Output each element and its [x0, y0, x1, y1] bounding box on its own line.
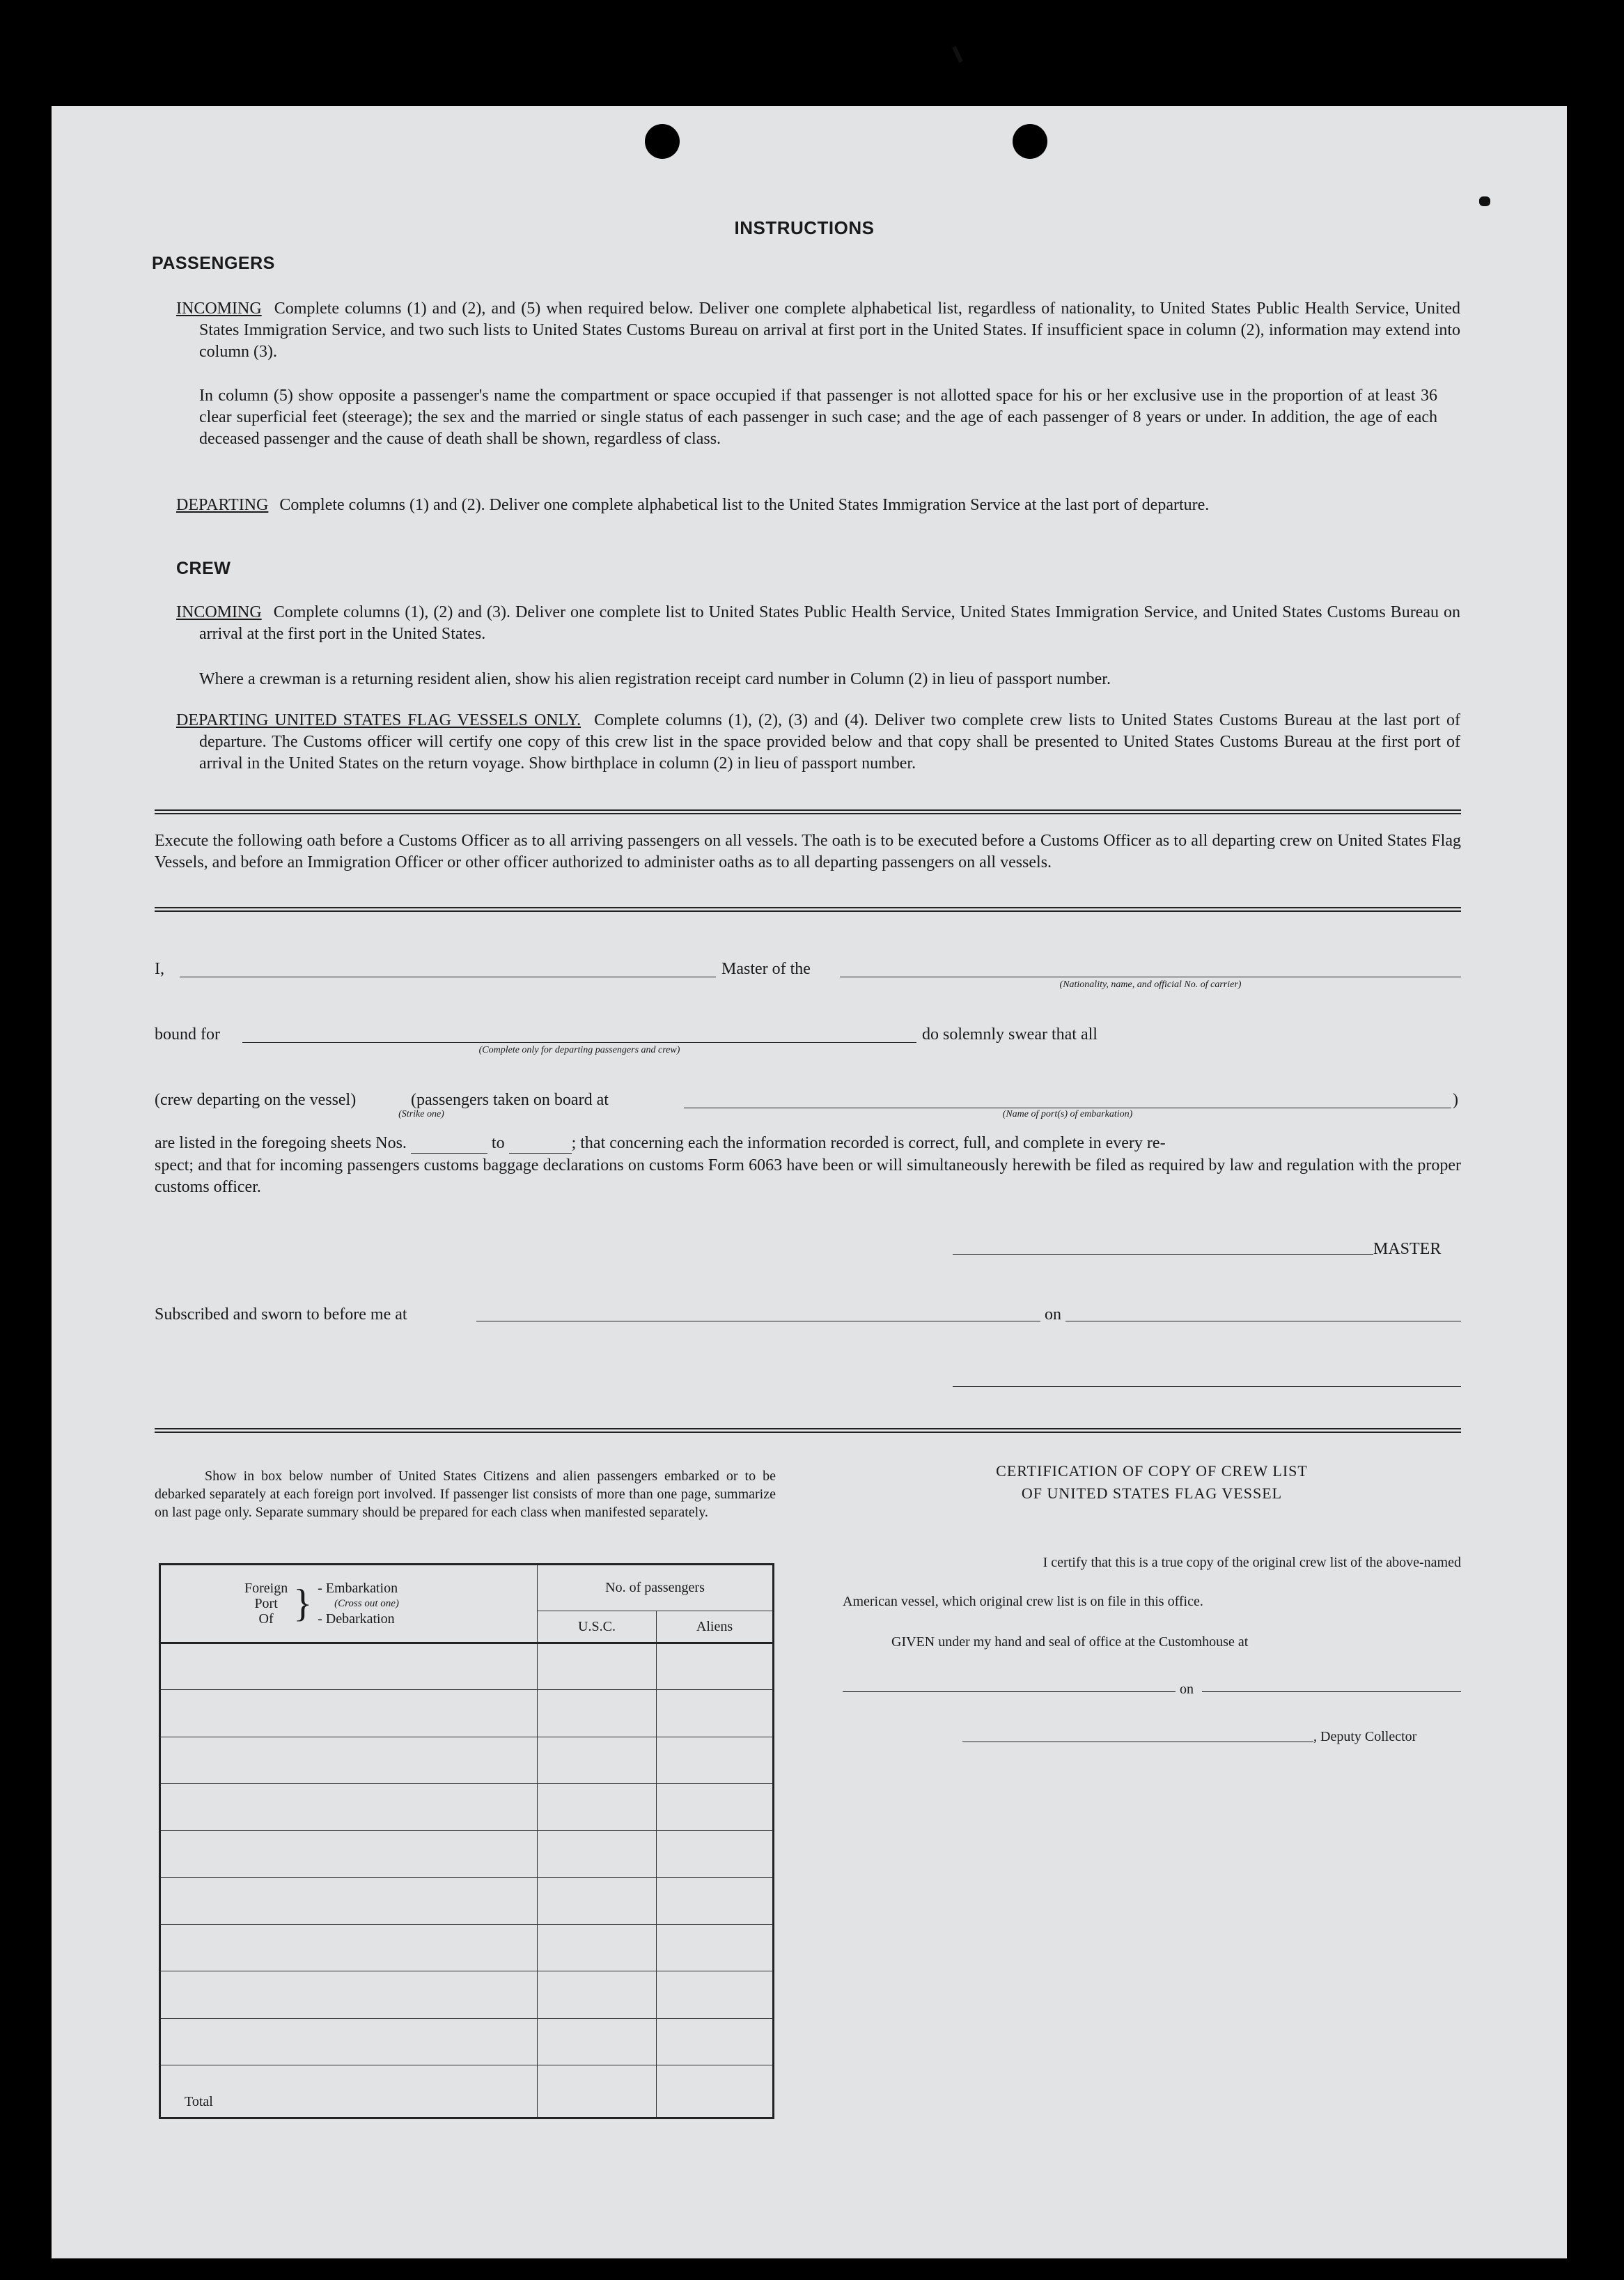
certification-on-label: on: [1180, 1682, 1194, 1697]
listed-text-a: are listed in the foregoing sheets Nos.: [155, 1134, 407, 1152]
scan-speck: [952, 46, 963, 63]
listed-text-b: ; that concerning each the information recorded is correct, full, and complete in every re-: [571, 1134, 1166, 1152]
passengers-taken-option: (passengers taken on board at: [411, 1091, 609, 1109]
passengers-incoming-label: INCOMING: [176, 300, 262, 318]
aliens-cell[interactable]: [657, 1643, 774, 1689]
master-signature-field[interactable]: [953, 1254, 1373, 1255]
certification-title-line-1: CERTIFICATION OF COPY OF CREW LIST: [996, 1462, 1308, 1480]
oath-i-label: I,: [155, 960, 164, 978]
port-cell[interactable]: [160, 1690, 538, 1737]
usc-header: U.S.C.: [538, 1611, 657, 1643]
carrier-caption: (Nationality, name, and official No. of carrier): [1059, 979, 1242, 990]
aliens-cell[interactable]: [657, 1783, 774, 1830]
aliens-header: Aliens: [657, 1611, 774, 1643]
usc-cell[interactable]: [538, 1924, 657, 1971]
usc-cell[interactable]: [538, 1971, 657, 2018]
port-cell[interactable]: [160, 1831, 538, 1877]
crew-incoming-label: INCOMING: [176, 603, 262, 621]
crew-incoming-text: Complete columns (1), (2) and (3). Deliver one complete list to United States Public Health Service, United States Immigration Service, and United States Customs Bureau on arrival at the first port in the United States.: [199, 603, 1460, 643]
oath-instructions: Execute the following oath before a Customs Officer as to all arriving passengers on all vessels. The oath is to be executed before a Customs Officer as to all departing crew on United States Flag Vessels, and before an Immigration Officer or other officer authorized to administer oaths as to all departing passengers on all vessels.: [155, 832, 1461, 871]
total-label: Total: [160, 2065, 538, 2118]
crew-departing-text: Complete columns (1), (2), (3) and (4). Deliver two complete crew lists to United States Customs Bureau at the last port of departure. The Customs officer will certify one copy of this crew list in the space provided below and that copy shall be presented to United States Customs Bureau at the first port of arrival in the United States on the return voyage. Show birthplace in column (2) in lieu of passport number.: [199, 711, 1461, 773]
passengers-departing-paragraph: [176, 495, 1460, 516]
aliens-cell[interactable]: [657, 1971, 774, 2018]
bound-for-field[interactable]: [242, 1042, 916, 1043]
port-cell[interactable]: [160, 2018, 538, 2065]
deputy-collector-label: , Deputy Collector: [1313, 1729, 1417, 1744]
column5-paragraph: In column (5) show opposite a passenger's name the compartment or space occupied if that passenger is not allotted space for his or her exclusive use in the proportion of at least 36 clear superficial feet (steerage); the sex and the married or single status of each passenger in such case; and the age of each passenger of 8 years or under. In addition, the age of each deceased passenger and the cause of death shall be shown, regardless of class.: [199, 387, 1437, 448]
port-cell[interactable]: [160, 1737, 538, 1783]
sheet-to-field[interactable]: [509, 1134, 572, 1154]
crew-departing-option: (crew departing on the vessel): [155, 1091, 357, 1109]
aliens-total-cell[interactable]: [657, 2065, 774, 2118]
passengers-departing-label: DEPARTING: [176, 496, 269, 514]
summary-note: Show in box below number of United States Citizens and alien passengers embarked or to be debarked separately at each foreign port involved. If passenger list consists of more than one page, summarize on last page only. Separate summary should be prepared for each class when manifested separately.: [155, 1468, 776, 1520]
certification-title-line-2: OF UNITED STATES FLAG VESSEL: [1021, 1484, 1283, 1502]
certify-line-1: I certify that this is a true copy of the original crew list of the above-named: [1043, 1555, 1461, 1570]
usc-cell[interactable]: [538, 1737, 657, 1783]
port-cell[interactable]: [160, 1924, 538, 1971]
port-cell[interactable]: [160, 1643, 538, 1689]
passengers-incoming-text: Complete columns (1) and (2), and (5) when required below. Deliver one complete alphabetical list, regardless of nationality, to United States Public Health Service, United States Immigration Service, and two such lists to United States Customs Bureau on arrival at first port in the United States. If insufficient space in column (2), information may extend into column (3).: [199, 300, 1460, 361]
cross-out-note: (Cross out one): [334, 1597, 399, 1609]
bound-for-caption: (Complete only for departing passengers and crew): [478, 1045, 680, 1055]
certify-line-2: American vessel, which original crew list is on file in this office.: [843, 1594, 1203, 1609]
bound-for-label: bound for: [155, 1025, 220, 1044]
port-label-1: Foreign: [244, 1580, 288, 1596]
foreign-port-label: [244, 1581, 288, 1627]
passengers-incoming-paragraph: [176, 298, 1460, 363]
usc-cell[interactable]: [538, 1643, 657, 1689]
port-label-3: Of: [258, 1611, 274, 1627]
punch-hole-right: [1013, 124, 1047, 159]
subscribed-on-label: on: [1045, 1305, 1061, 1324]
sheet-from-field[interactable]: [411, 1134, 487, 1154]
listed-line: [155, 1134, 1166, 1154]
aliens-cell[interactable]: [657, 1690, 774, 1737]
crew-departing-label: DEPARTING UNITED STATES FLAG VESSELS ONLY.: [176, 711, 581, 729]
divider: [155, 907, 1461, 912]
listed-to: to: [491, 1134, 505, 1152]
swear-label: do solemnly swear that all: [922, 1025, 1098, 1044]
port-header-cell: [160, 1565, 538, 1643]
certification-date-field[interactable]: [1202, 1691, 1461, 1692]
aliens-cell[interactable]: [657, 1877, 774, 1924]
strike-caption: (Strike one): [398, 1109, 444, 1119]
no-passengers-header: No. of passengers: [538, 1565, 774, 1611]
passenger-summary-table: [159, 1563, 774, 2119]
passengers-departing-text: Complete columns (1) and (2). Deliver one complete alphabetical list to the United States Immigration Service at the last port of departure.: [279, 496, 1210, 514]
close-paren: ): [1453, 1091, 1458, 1109]
listed-text-c: spect; and that for incoming passengers customs baggage declarations on customs Form 6063 have been or will simultaneously herewith be filed as required by law and regulation with the proper customs officer.: [155, 1156, 1461, 1196]
divider: [155, 809, 1461, 814]
aliens-cell[interactable]: [657, 1737, 774, 1783]
scan-speck: [1479, 196, 1490, 206]
usc-total-cell[interactable]: [538, 2065, 657, 2118]
crew-incoming-paragraph: [176, 602, 1460, 645]
port-cell[interactable]: [160, 1783, 538, 1830]
crew-heading: CREW: [176, 559, 231, 578]
brace: }: [293, 1581, 313, 1625]
officer-signature-field[interactable]: [953, 1386, 1461, 1387]
crew-alien-paragraph: Where a crewman is a returning resident alien, show his alien registration receipt card number in Column (2) in lieu of passport number.: [199, 670, 1111, 688]
given-line: GIVEN under my hand and seal of office at the Customhouse at: [891, 1634, 1249, 1650]
usc-cell[interactable]: [538, 1877, 657, 1924]
subscribed-label: Subscribed and sworn to before me at: [155, 1305, 407, 1324]
port-cell[interactable]: [160, 1877, 538, 1924]
usc-cell[interactable]: [538, 1690, 657, 1737]
aliens-cell[interactable]: [657, 1924, 774, 1971]
page-title: INSTRUCTIONS: [734, 217, 875, 238]
embarkation-label: - Embarkation: [318, 1580, 398, 1596]
embark-debark-labels: [318, 1581, 399, 1627]
port-label-2: Port: [254, 1595, 278, 1611]
usc-cell[interactable]: [538, 2018, 657, 2065]
customhouse-field[interactable]: [843, 1691, 1176, 1692]
debarkation-label: - Debarkation: [318, 1611, 395, 1627]
aliens-cell[interactable]: [657, 2018, 774, 2065]
punch-hole-left: [645, 124, 680, 159]
usc-cell[interactable]: [538, 1831, 657, 1877]
divider: [155, 1428, 1461, 1433]
master-label: MASTER: [1373, 1240, 1442, 1258]
aliens-cell[interactable]: [657, 1831, 774, 1877]
passengers-heading: PASSENGERS: [152, 254, 275, 273]
certification-title: [843, 1460, 1461, 1505]
usc-cell[interactable]: [538, 1783, 657, 1830]
port-cell[interactable]: [160, 1971, 538, 2018]
crew-departing-paragraph: [176, 710, 1460, 775]
port-caption: (Name of port(s) of embarkation): [1002, 1109, 1133, 1119]
master-of-label: Master of the: [721, 960, 811, 978]
